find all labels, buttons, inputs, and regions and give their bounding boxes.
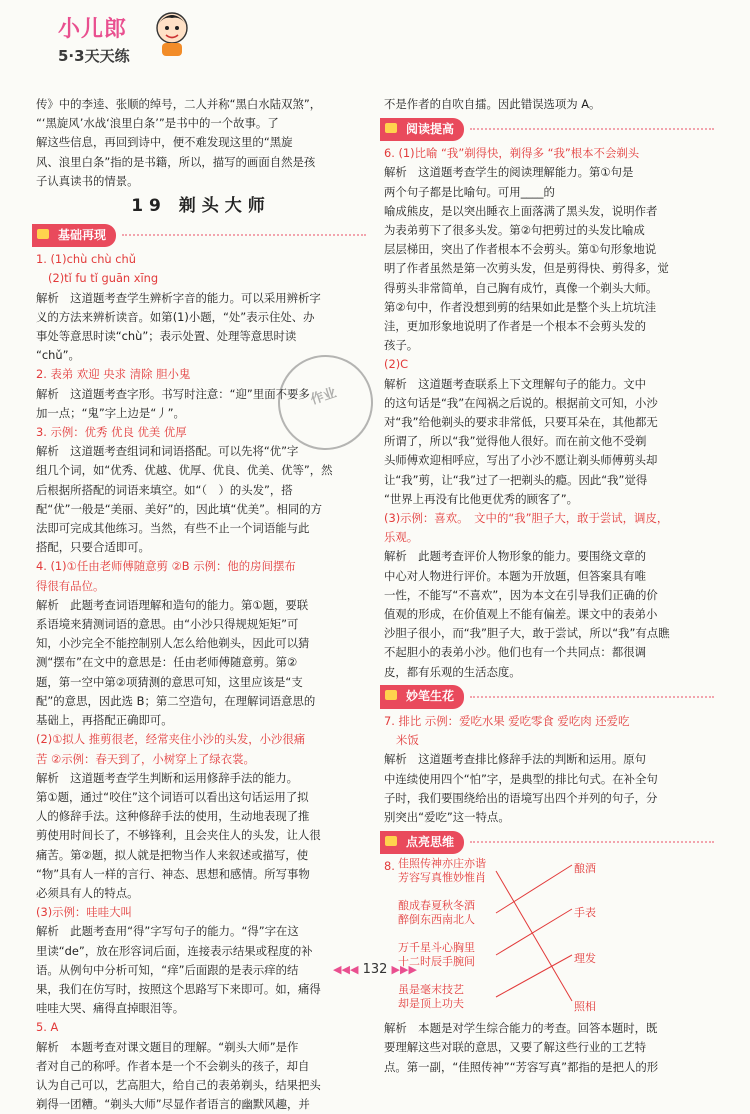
text-line: 第②句中，作者没想到剪的结果如此是整个头上坑坑洼 [384, 299, 657, 314]
q4-answer-2b: 苦 ②示例：春天到了，小树穿上了绿衣裳。 [36, 751, 255, 766]
section-label: 点亮思维 [380, 831, 464, 854]
q5-explanation [36, 1038, 366, 1114]
couplet-item: 酿成春夏秋冬酒 [398, 899, 475, 913]
text-line: 两个句子都是比喻句。可用____的 [384, 184, 555, 199]
option-item: 酿酒 [574, 862, 596, 876]
q6-answer-2: (2)C [384, 357, 409, 372]
text-line: 剪使用时间长了，不够锋利，且会夹住人的头发，让人很 [36, 828, 321, 843]
text-line: 不起胆小的表弟小沙。他们也有一个共同点：都很调 [384, 645, 646, 660]
text-line: 皮，都有乐观的生活态度。 [384, 664, 521, 679]
text-line: 解析 这道题考查组词和词语搭配。可以先将“优”字 [36, 444, 299, 459]
couplet-item: 醉倒东西南北人 [398, 913, 475, 927]
text-line: 题，第一空中第②项猜测的意思可知，这里应该是“支 [36, 674, 303, 689]
q4-answer-3: (3)示例：哇哇大叫 [36, 905, 132, 920]
text-line: 沙胆子很小，而“我”胆子大，敢于尝试，所以“我”有点瞧 [384, 626, 670, 641]
text-line: 搭配，只要合适即可。 [36, 540, 150, 555]
q6-explanation-1 [384, 163, 714, 355]
text-line: 解析 这道题考查联系上下文理解句子的能力。文中 [384, 376, 646, 391]
couplet-item: 虽是毫末技艺 [398, 983, 464, 997]
option-item: 理发 [574, 952, 596, 966]
section-header-writing [380, 686, 714, 708]
text-line: 的这句话是“我”在闯祸之后说的。根据前文可知，小沙 [384, 395, 658, 410]
q6-answer-3b: 乐观。 [384, 530, 419, 545]
q4-explanation-2 [36, 769, 366, 903]
q4-explanation-1 [36, 596, 366, 730]
text-line: 一性，不能写“不喜欢”，因为本文在引导我们正确的价 [384, 587, 658, 602]
q5-answer: 5. A [36, 1020, 59, 1035]
text-line: 里读“de”，放在形容词后面，连接表示结果或程度的补 [36, 943, 313, 958]
text-line: 解析 此题考查用“得”字写句子的能力。“得”字在这 [36, 924, 299, 939]
q6-answer-1: 6. (1)比喻 “我”剃得快，剃得多 “我”根本不会剃头 [384, 146, 640, 161]
text-line: 喻成熊皮，是以突出睡衣上面落满了黑头发，说明作者 [384, 203, 658, 218]
text-line: 后根据所搭配的词语来填空。如“（ ）的头发”，搭 [36, 482, 293, 497]
q6-explanation-2 [384, 375, 714, 509]
text-line: 为表弟剪下了很多头发。第②句把剪过的头发比喻成 [384, 223, 645, 238]
text-line: 人的修辞手法。这种修辞手法的使用，生动地表现了推 [36, 809, 310, 824]
q2-answer: 2. 表弟 欢迎 央求 清除 胆小鬼 [36, 367, 191, 382]
text-line: 孩子。 [384, 338, 419, 353]
text-line: 义的方法来辨析读音。如第(1)小题，“处”表示住处、办 [36, 309, 315, 324]
section-header-thinking [380, 831, 714, 853]
text-line: 语。从例句中分析可知，“痒”后面跟的是表示痒的结 [36, 962, 299, 977]
prev-arrow-icon: ◀◀◀ [333, 963, 359, 976]
text-line: 解析 这道题考查学生判断和运用修辞手法的能力。 [36, 770, 298, 785]
text-line: 中连续使用四个“怕”字，是典型的排比句式。在补全句 [384, 771, 658, 786]
text-line: 洼，更加形象地说明了作者是一个根本不会剪头发的 [384, 319, 646, 334]
brand-name: 小儿郎 [58, 17, 128, 42]
lesson-title: 19 剃头大师 [131, 196, 271, 217]
text-line: 别突出“爱吃”这一特点。 [384, 809, 510, 824]
text-line: 解析 这道题考查学生辨析字音的能力。可以采用辨析字 [36, 290, 321, 305]
q6-answer-3: (3)示例：喜欢。 文中的“我”胆子大，敢于尝试，调皮， [384, 511, 669, 526]
text-line: 组几个词，如“优秀、优越、优厚、优良、优美、优等”，然 [36, 463, 333, 478]
text-line: 解析 这道题考查学生的阅读理解能力。第①句是 [384, 165, 634, 180]
couplet-item: 却是顶上功夫 [398, 997, 464, 1011]
text-line: 传》中的李逵、张顺的绰号，二人并称“黑白水陆双煞”， [36, 97, 322, 111]
watermark-stamp: 作业 [266, 343, 386, 463]
text-line: 事处等意思时读“chù”；表示处置、处理等意思时读 [36, 329, 297, 344]
section-header-reading [380, 118, 714, 140]
q8-matching [384, 857, 714, 1019]
text-line: 点。第一副，“佳照传神”“芳容写真”都指的是把人的形 [384, 1059, 659, 1074]
option-item: 照相 [574, 1000, 596, 1014]
page-footer [0, 962, 750, 977]
right-column [384, 95, 714, 1077]
couplet-item: 佳照传神亦庄亦谐 [398, 857, 486, 871]
text-line: “chǔ”。 [36, 348, 80, 363]
text-line: 痛苦。第②题，拟人就是把物当作人来叙述或描写，使 [36, 847, 309, 862]
text-line: 第①题，通过“咬住”这个词语可以看出这句话运用了拟 [36, 789, 309, 804]
text-line: 解析 这道题考查排比修辞手法的判断和运用。原句 [384, 752, 646, 767]
series-name: 5·3天天练 [58, 47, 130, 65]
q7-answer: 7. 排比 示例：爱吃水果 爱吃零食 爱吃肉 还爱吃 [384, 713, 630, 728]
q4-answer-1: 4. (1)①任由老师傅随意剪 ②B 示例：他的房间摆布 [36, 559, 296, 574]
section-label: 基础再现 [32, 224, 116, 247]
text-line: 得剪头非常简单，自己胸有成竹，真像一个剃头大师。 [384, 280, 658, 295]
q4-answer-1b: 得很有品位。 [36, 578, 105, 593]
text-line: 让“我”剪，让“我”过了一把剃头的瘾。因此“我”觉得 [384, 472, 648, 487]
text-line: 子认真读书的情景。 [36, 173, 139, 188]
text-line: “‘黑旋风’水战‘浪里白条’”是书中的一个故事。了 [36, 116, 279, 131]
q5-continuation: 不是作者的自吹自擂。因此错误选项为 A。 [384, 97, 601, 111]
text-line: 对“我”给他剃头的要求非常低，只要耳朵在，其他都无 [384, 415, 658, 430]
text-line: 基础上，再搭配正确即可。 [36, 713, 173, 728]
text-line: 解析 此题考查评价人物形象的能力。要围绕文章的 [384, 549, 646, 564]
couplet-item: 万千星斗心胸里 [398, 941, 475, 955]
couplet-item: 十二时辰手腕间 [398, 955, 475, 969]
text-line: 头师傅欢迎相呼应，写出了小沙不愿让剃头师傅剪头却 [384, 453, 658, 468]
text-line: “世界上再没有比他更优秀的顾客了”。 [384, 491, 579, 506]
text-line: 层层梯田，突出了作者根本不会剪头。第①句形象地说 [384, 242, 657, 257]
section-label: 妙笔生花 [380, 685, 464, 708]
text-line: 解析 这道题考查字形。书写时注意：“迎”里面不要多 [36, 386, 310, 401]
text-line: 中心对人物进行评价。本题为开放题，但答案具有唯 [384, 568, 646, 583]
text-line: 测“摆布”在文中的意思是：任由老师傅随意剪。第② [36, 655, 298, 670]
text-line: 子时，我们要围绕给出的语境写出四个并列的句子，分 [384, 790, 658, 805]
text-line: 剃得一团糟。“剃头大师”尽显作者语言的幽默风趣，并 [36, 1097, 310, 1112]
section-label: 阅读提高 [380, 118, 464, 141]
text-line: 系语境来猜测词语的意思。由“小沙只得规规矩矩”可 [36, 617, 299, 632]
text-line: 果，我们在仿写时，按照这个思路写下来即可。如，痛得 [36, 981, 321, 996]
text-line: 值观的形成，在价值观上不能有偏差。课文中的表弟小 [384, 607, 658, 622]
q3-answer: 3. 示例：优秀 优良 优美 优厚 [36, 425, 187, 440]
text-line: “物”具有人一样的言行、神态、思想和感情。所写事物 [36, 866, 310, 881]
section-header-basic [32, 224, 366, 246]
text-line: 配“优”一般是“美丽、美好”的，因此填“优美”。相同的方 [36, 501, 323, 516]
text-line: 解析 此题考查词语理解和造句的能力。第①题，要联 [36, 597, 309, 612]
text-line: 解这些信息，再回到诗中，便不难发现这里的“黑旋 [36, 135, 293, 150]
text-line: 解析 本题是对学生综合能力的考查。回答本题时，既 [384, 1021, 658, 1036]
page-number: 132 [362, 962, 388, 977]
text-line: 者对自己的称呼。作者本是一个不会剃头的孩子，却自 [36, 1058, 310, 1073]
q1-explanation [36, 289, 366, 366]
text-line: 明了作者虽然是第一次剪头发，但是剪得快、剪得多，觉 [384, 261, 669, 276]
text-line: 所谓了，所以“我”觉得他人很好。而在前文他不受剃 [384, 434, 647, 449]
q7-answer-b: 米饭 [396, 733, 419, 748]
matching-lines [384, 857, 714, 1019]
text-line: 知，小沙完全不能控制别人怎么给他剃头，因此可以猜 [36, 636, 310, 651]
q4-answer-2: (2)①拟人 推剪很老，经常夹住小沙的头发，小沙很痛 [36, 732, 306, 747]
text-line: 要理解这些对联的意思，又要了解这些行业的工艺特 [384, 1040, 646, 1055]
couplet-item: 芳容写真惟妙惟肖 [398, 871, 486, 885]
text-line: 加一点；“鬼”字上边是“丿”。 [36, 405, 185, 420]
q8-number: 8. [384, 859, 395, 874]
q6-explanation-3 [384, 547, 714, 681]
q8-explanation [384, 1019, 714, 1077]
intro-paragraph [36, 95, 366, 191]
q2-explanation [36, 385, 366, 423]
logo [58, 12, 218, 70]
option-item: 手表 [574, 906, 596, 920]
q1-answer-2: (2)tǐ fu tǐ guān xīng [48, 271, 159, 286]
text-line: 必须具有人的特点。 [36, 885, 139, 900]
text-line: 认为自己可以，艺高胆大，给自己的表弟剃头，结果把头 [36, 1077, 321, 1092]
q1-answer: 1. (1)chù chù chǔ [36, 252, 136, 267]
text-line: 解析 本题考查对课文题目的理解。“剃头大师”是作 [36, 1039, 299, 1054]
text-line: 配”的意思，因此选 B；第二空造句，在理解词语意思的 [36, 693, 316, 708]
text-line: 哇哇大哭、痛得直掉眼泪等。 [36, 1001, 185, 1016]
q3-explanation [36, 442, 366, 557]
text-line: 法即可完成其他练习。当然，有些不止一个词语能与此 [36, 521, 310, 536]
mascot-icon [150, 6, 194, 58]
q7-explanation [384, 750, 714, 827]
text-line: 风、浪里白条”指的是书籍，所以，描写的画面自然是孩 [36, 154, 316, 169]
next-arrow-icon: ▶▶▶ [391, 963, 417, 976]
